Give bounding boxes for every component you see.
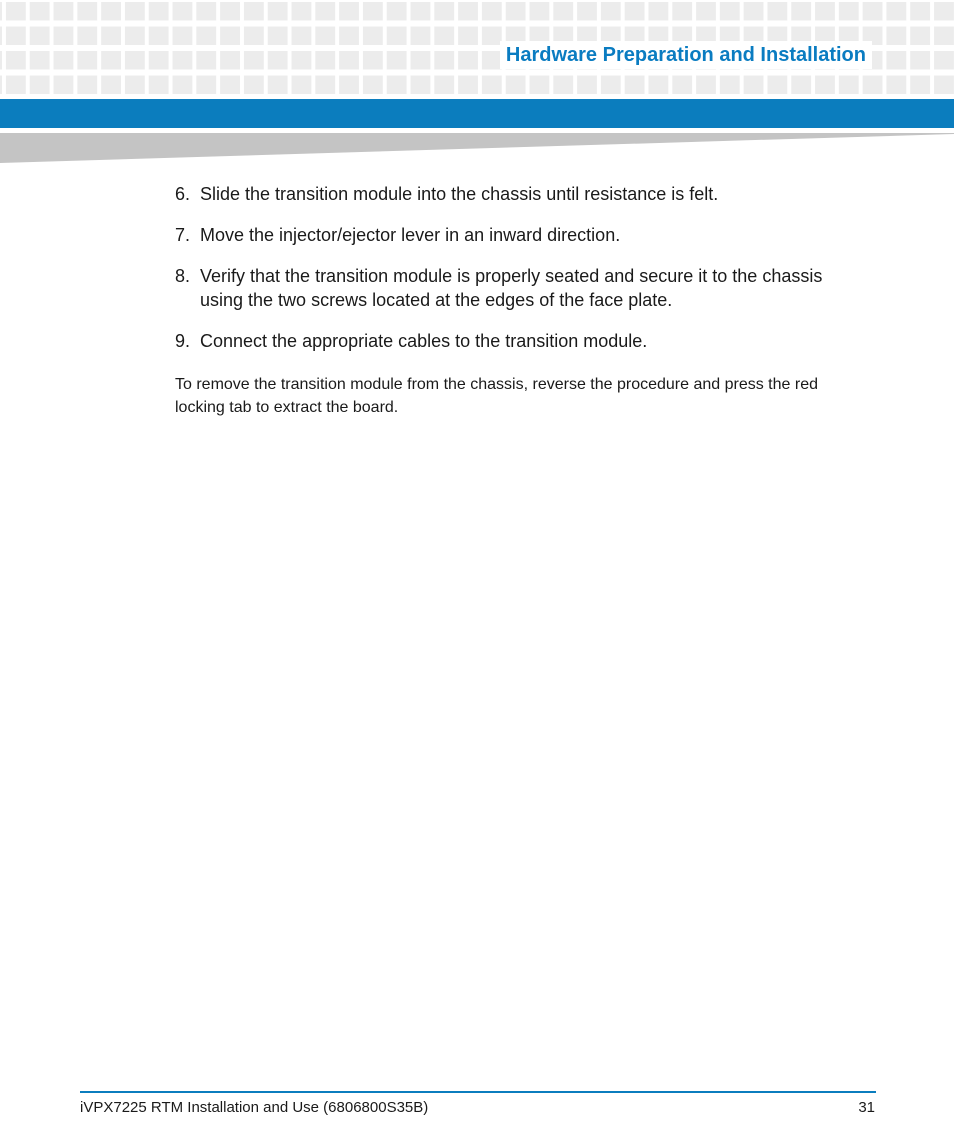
page-content <box>175 182 865 435</box>
footer-document-title: iVPX7225 RTM Installation and Use (6806800S35B) <box>80 1099 429 1116</box>
procedure-steps <box>175 182 865 353</box>
step-text: Connect the appropriate cables to the transition module. <box>200 331 648 351</box>
step-text: Move the injector/ejector lever in an inward direction. <box>200 225 621 245</box>
step-number: 6. <box>175 184 191 204</box>
footer-rule <box>80 1091 876 1093</box>
header-blue-bar <box>0 99 954 128</box>
procedure-step <box>175 182 865 206</box>
step-text: Slide the transition module into the chassis until resistance is felt. <box>200 184 719 204</box>
step-number: 9. <box>175 331 191 351</box>
removal-note: To remove the transition module from the chassis, reverse the procedure and press the red locking tab to extract the board. <box>175 376 818 416</box>
step-text: Verify that the transition module is properly seated and secure it to the chassis using the two screws located at the edges of the face plate. <box>200 266 823 310</box>
header-gray-wedge <box>0 133 954 163</box>
procedure-step <box>175 264 865 312</box>
procedure-step <box>175 223 865 247</box>
section-title: Hardware Preparation and Installation <box>500 41 872 69</box>
procedure-step <box>175 329 865 353</box>
step-number: 7. <box>175 225 191 245</box>
step-number: 8. <box>175 266 191 286</box>
page-number: 31 <box>858 1099 875 1116</box>
